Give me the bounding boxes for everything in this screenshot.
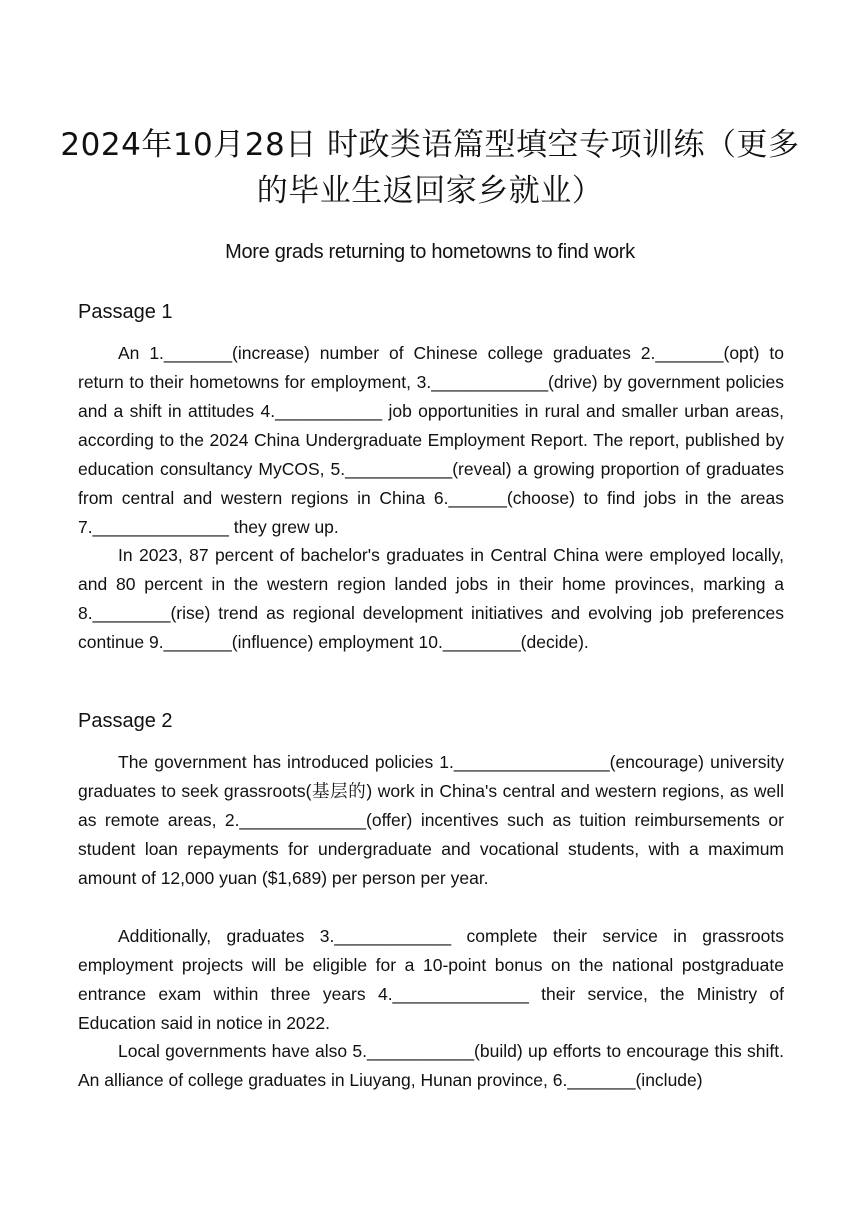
passage-2-paragraph-3 — [78, 1037, 784, 1095]
passage-2-heading: Passage 2 — [78, 710, 173, 732]
passage-2-paragraph-1 — [78, 748, 784, 893]
passage-1-paragraph-2 — [78, 541, 784, 657]
passage-1-heading: Passage 1 — [78, 301, 173, 323]
document-subtitle: More grads returning to hometowns to find work — [225, 241, 635, 263]
passage-1-paragraph-1 — [78, 339, 784, 542]
passage-1-paragraph-2-text: In 2023, 87 percent of bachelor's graduates in Central China were employed locally, and 80 percent in the western region landed jobs in their home provinces, marking a 8.________(rise) trend as regional development initiatives and evolving job preferences continue 9._______(influence) employment 10.________(decide). — [78, 545, 784, 652]
passage-1-paragraph-1-text: An 1._______(increase) number of Chinese college graduates 2._______(opt) to return to their hometowns for employment, 3.____________(drive) by government policies and a shift in attitudes 4.___________ job opportunities in rural and smaller urban areas, according to the 2024 China Undergraduate Employment Report. The report, published by education consultancy MyCOS, 5.___________(reveal) a growing proportion of graduates from central and western regions in China 6.______(choose) to find jobs in the areas 7.______________ they grew up. — [78, 343, 784, 537]
passage-2-paragraph-2-text: Additionally, graduates 3.____________ complete their service in grassroots employment projects will be eligible for a 10-point bonus on the national postgraduate entrance exam within three years 4.______________ their service, the Ministry of Education said in notice in 2022. — [78, 926, 784, 1033]
document-title: 2024年10月28日 时政类语篇型填空专项训练（更多的毕业生返回家乡就业） — [60, 127, 800, 209]
passage-2-paragraph-1-text: The government has introduced policies 1.________________(encourage) university graduates to seek grassroots(基层的) work in China's central and western regions, as well as remote areas, 2._____________(offer) incentives such as tuition reimbursements or student loan repayments for undergraduate and vocational students, with a maximum amount of 12,000 yuan ($1,689) per person per year. — [78, 752, 784, 888]
passage-2-paragraph-2 — [78, 922, 784, 1038]
passage-2-paragraph-3-text: Local governments have also 5.___________(build) up efforts to encourage this shift. An alliance of college graduates in Liuyang, Hunan province, 6._______(include) — [78, 1041, 784, 1090]
